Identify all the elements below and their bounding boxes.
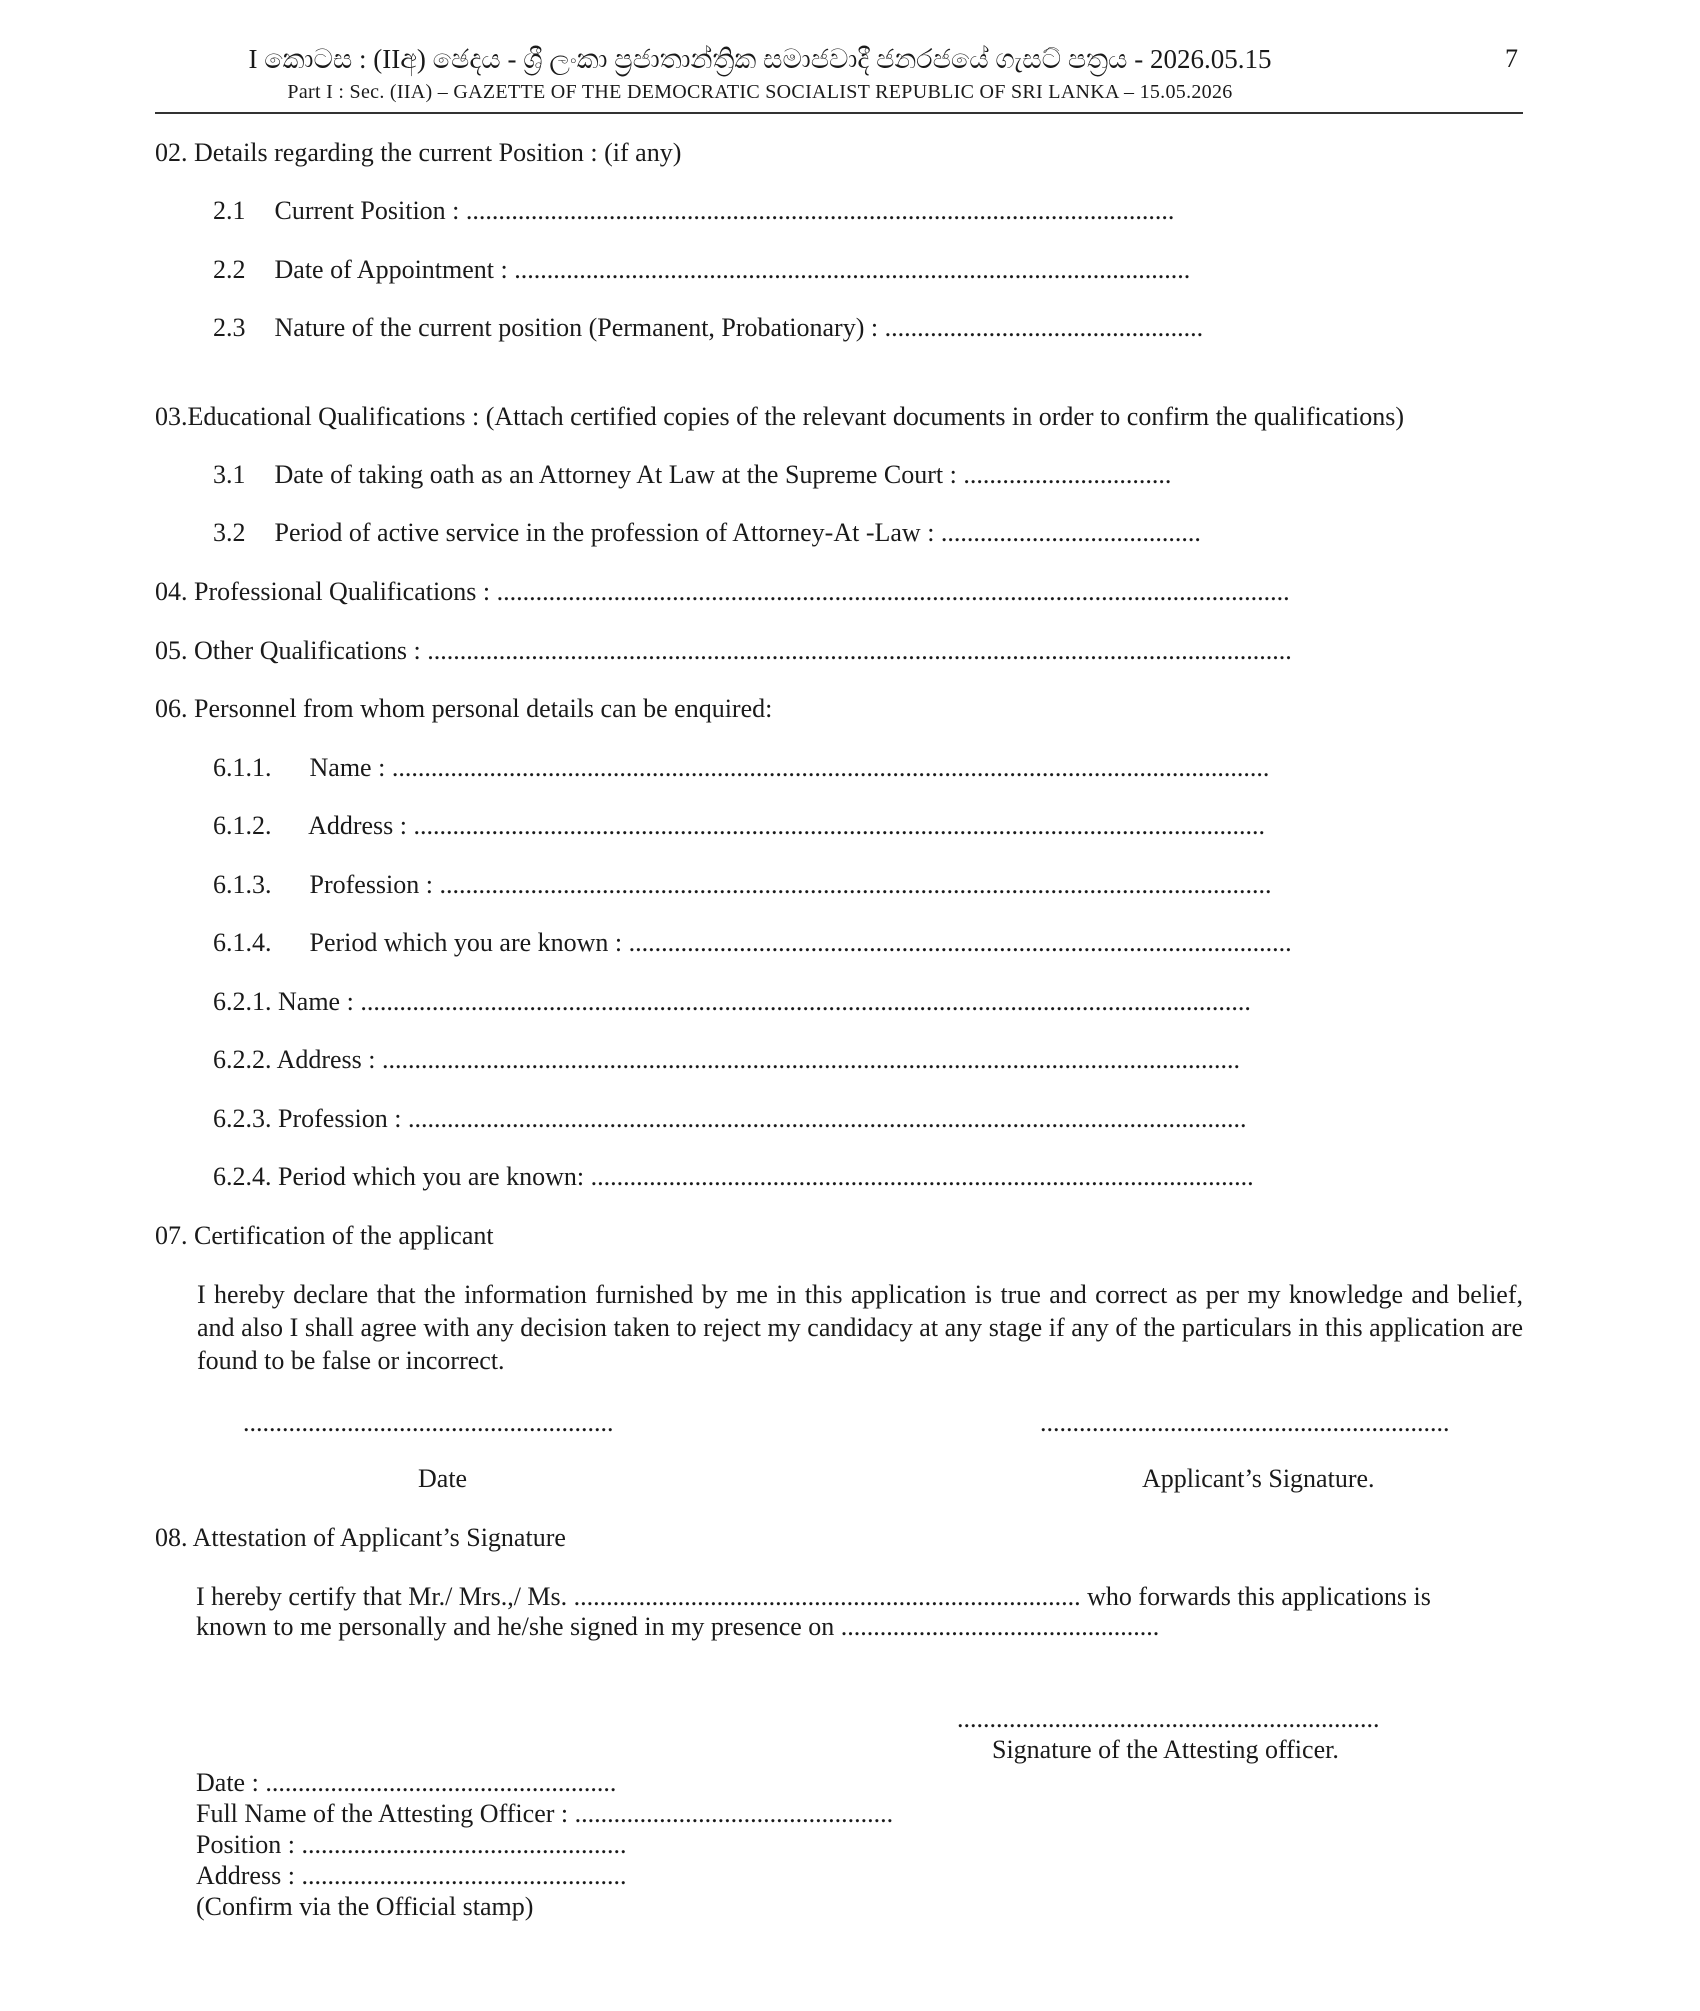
item-number: 6.1.3. (213, 870, 272, 899)
fill-in-field[interactable]: .......................................................................................................................... (496, 577, 1290, 606)
officer-date-label: Date : (196, 1768, 259, 1797)
fill-in-field[interactable]: ..................................................................................................................................... (427, 636, 1292, 665)
fill-in-field[interactable]: ...................................................................................................... (590, 1162, 1254, 1191)
item-label: 6.2.2. Address : (213, 1045, 376, 1074)
section-08-heading: 08. Attestation of Applicant’s Signature (155, 1523, 566, 1552)
item-6-2-1 (213, 989, 1251, 1015)
officer-date-row (196, 1767, 893, 1798)
item-6-2-2 (213, 1047, 1240, 1073)
official-stamp-note: (Confirm via the Official stamp) (196, 1892, 534, 1921)
item-number: 6.1.1. (213, 753, 272, 782)
item-number: 3.2 (213, 518, 246, 547)
item-number: 3.1 (213, 460, 246, 489)
fill-in-field[interactable]: ................................................................................................................................. (408, 1104, 1247, 1133)
officer-position-field[interactable]: .................................................. (301, 1830, 627, 1859)
item-2-3 (213, 315, 1203, 341)
section-05 (155, 638, 1292, 664)
officer-address-row (196, 1860, 893, 1891)
fill-in-field[interactable]: ........................................ (940, 518, 1201, 547)
item-label: 6.2.4. Period which you are known: (213, 1162, 585, 1191)
attestation-line-2 (196, 1614, 1159, 1640)
item-3-1 (213, 462, 1171, 488)
section-07-heading: 07. Certification of the applicant (155, 1221, 494, 1250)
officer-position-row (196, 1829, 893, 1860)
officer-position-label: Position : (196, 1830, 295, 1859)
item-number: 2.1 (213, 196, 246, 225)
item-6-1-3 (213, 872, 1272, 898)
officer-address-field[interactable]: .................................................. (301, 1861, 627, 1890)
item-2-2 (213, 257, 1190, 283)
officer-fullname-label: Full Name of the Attesting Officer : (196, 1799, 569, 1828)
officer-date-field[interactable]: ...................................................... (265, 1768, 617, 1797)
signed-date-field[interactable]: ................................................. (840, 1612, 1160, 1641)
item-6-2-4 (213, 1164, 1254, 1190)
item-label: Current Position : (274, 196, 460, 225)
item-6-2-3 (213, 1106, 1247, 1132)
item-label: Nature of the current position (Permanent, Probationary) : (274, 313, 879, 342)
item-label: Profession : (309, 870, 433, 899)
attestation-prefix: I hereby certify that Mr./ Mrs.,/ Ms. (196, 1582, 568, 1611)
item-label: Date of Appointment : (274, 255, 508, 284)
fill-in-field[interactable]: ...................................................................................................... (628, 928, 1292, 957)
officer-fullname-row (196, 1798, 893, 1829)
fill-in-field[interactable]: ............................................................................................................. (465, 196, 1175, 225)
section-04-label: 04. Professional Qualifications : (155, 577, 491, 606)
item-2-1 (213, 198, 1174, 224)
item-label: 6.2.1. Name : (213, 987, 354, 1016)
attesting-officer-details (196, 1767, 893, 1922)
applicant-signature-label: Applicant’s Signature. (1142, 1464, 1375, 1493)
fill-in-field[interactable]: ......................................................................................................................................... (360, 987, 1251, 1016)
item-6-1-1 (213, 755, 1269, 781)
applicant-declaration: I hereby declare that the information furnished by me in this application is true and correct as per my knowledge and belief, and also I shall agree with any decision taken to reject my candidacy at any stage if any of the particulars in this application are found to be false or incorrect. (197, 1280, 1523, 1375)
applicant-name-field[interactable]: .............................................................................. (573, 1582, 1081, 1611)
item-label: 6.2.3. Profession : (213, 1104, 402, 1133)
fill-in-field[interactable]: ................................................. (884, 313, 1204, 342)
section-04 (155, 579, 1290, 605)
item-label: Period which you are known : (309, 928, 623, 957)
item-6-1-2 (213, 813, 1265, 839)
officer-signature-label: Signature of the Attesting officer. (992, 1735, 1339, 1764)
section-03-heading: 03.Educational Qualifications : (Attach certified copies of the relevant documents in order to confirm the qualifications) (155, 402, 1405, 431)
item-number: 2.3 (213, 313, 246, 342)
fill-in-field[interactable]: .................................................................................................................................... (382, 1045, 1240, 1074)
section-06-heading: 06. Personnel from whom personal details can be enquired: (155, 694, 773, 723)
item-label: Address : (308, 811, 408, 840)
officer-fullname-field[interactable]: ................................................. (574, 1799, 894, 1828)
applicant-date-label: Date (418, 1464, 468, 1493)
fill-in-field[interactable]: ................................ (963, 460, 1172, 489)
header-sinhala-line: I කොටස : (IIඅ) ඡෙදය - ශ්‍රී ලංකා ප්‍රජාතාන්ත්‍රික සමාජවාදී ජනරජයේ ගැසට් පත්‍රය - 2026.05.15 (248, 44, 1272, 74)
officer-address-label: Address : (196, 1861, 295, 1890)
item-label: Period of active service in the profession of Attorney-At -Law : (274, 518, 935, 547)
fill-in-field[interactable]: ................................................................................................................................... (413, 811, 1266, 840)
page-number: 7 (1505, 44, 1518, 73)
header-rule (155, 112, 1523, 114)
attestation-suffix: who forwards this applications is (1087, 1582, 1431, 1611)
item-number: 6.1.2. (213, 811, 272, 840)
section-05-label: 05. Other Qualifications : (155, 636, 421, 665)
item-number: 2.2 (213, 255, 246, 284)
item-label: Name : (309, 753, 386, 782)
attestation-prefix-2: known to me personally and he/she signed in my presence on (196, 1612, 835, 1641)
item-number: 6.1.4. (213, 928, 272, 957)
header-english-line: Part I : Sec. (IIA) – GAZETTE OF THE DEMOCRATIC SOCIALIST REPUBLIC OF SRI LANKA – 15.05.2026 (287, 81, 1233, 103)
officer-signature-field[interactable]: ................................................................. (957, 1704, 1380, 1733)
item-3-2 (213, 520, 1201, 546)
section-02-heading: 02. Details regarding the current Position : (if any) (155, 138, 682, 167)
attestation-line-1 (196, 1584, 1431, 1610)
item-6-1-4 (213, 930, 1292, 956)
item-label: Date of taking oath as an Attorney At Law at the Supreme Court : (274, 460, 957, 489)
applicant-signature-field[interactable]: ............................................................... (1040, 1408, 1450, 1437)
fill-in-field[interactable]: ........................................................................................................ (514, 255, 1191, 284)
applicant-date-field[interactable]: ......................................................... (243, 1408, 614, 1437)
fill-in-field[interactable]: ....................................................................................................................................... (391, 753, 1270, 782)
fill-in-field[interactable]: ................................................................................................................................ (439, 870, 1272, 899)
